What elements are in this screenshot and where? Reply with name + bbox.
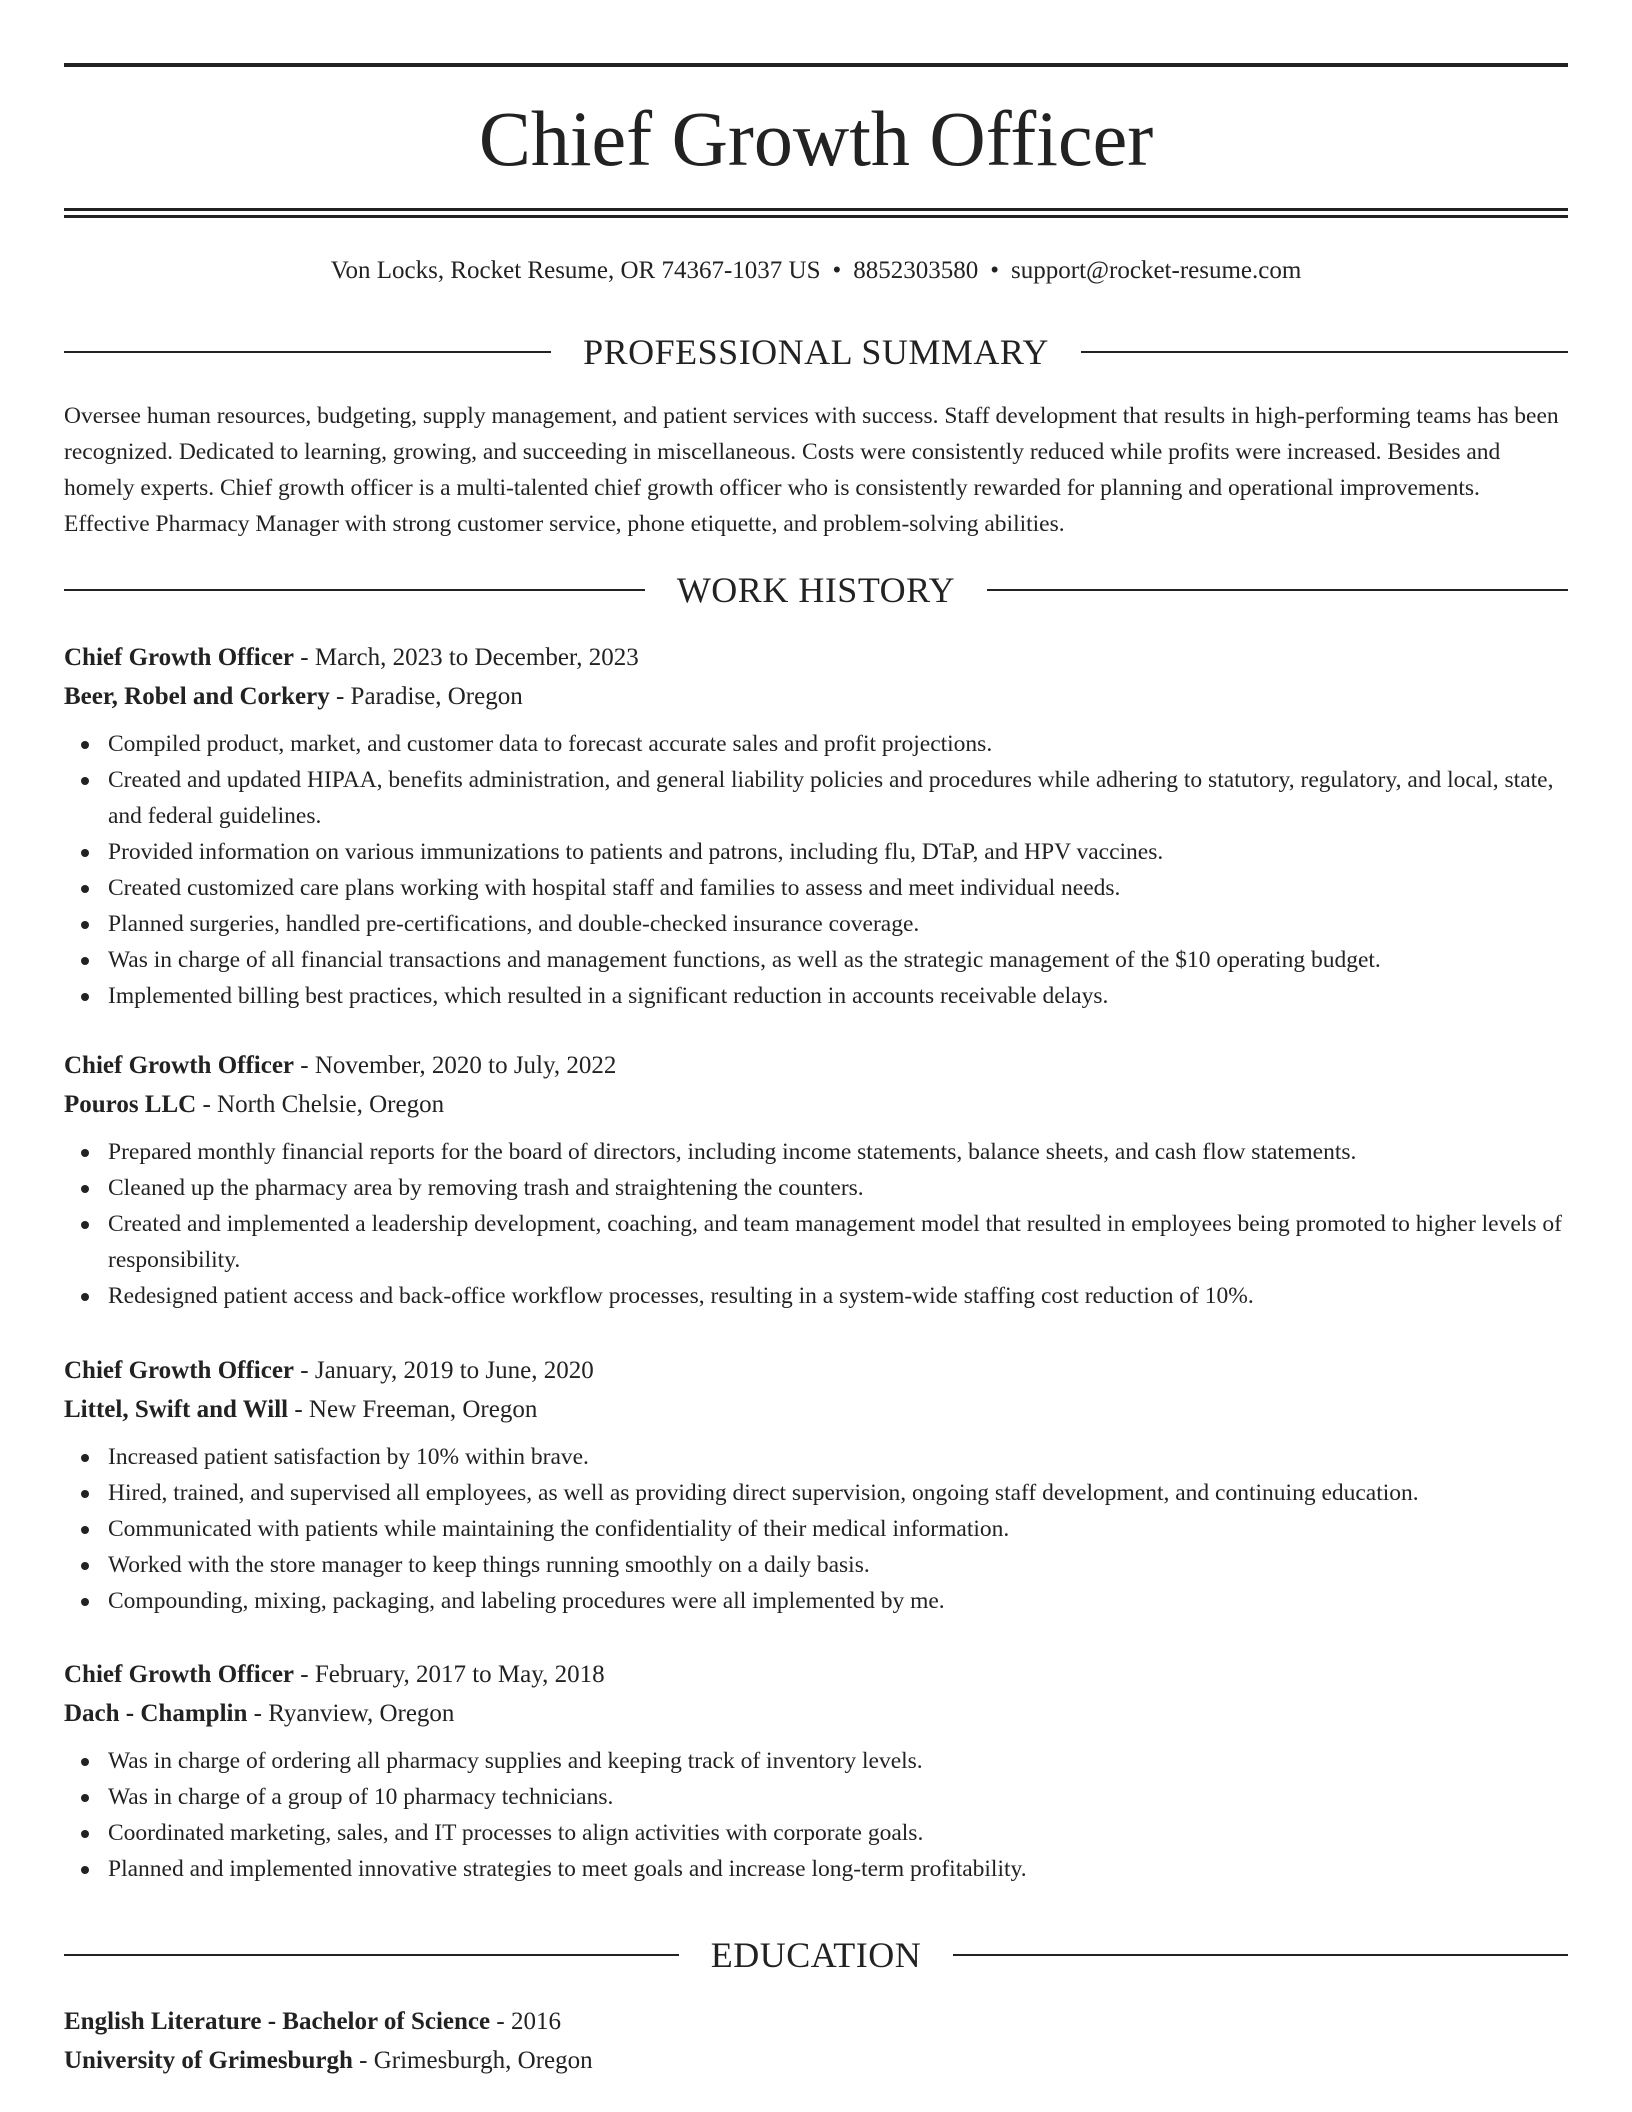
job-entry (64, 638, 1568, 1014)
work-heading-label: WORK HISTORY (676, 570, 956, 610)
section-rule (64, 1954, 679, 1956)
education-school: University of Grimesburgh (64, 2047, 353, 2074)
contact-phone: 8852303580 (853, 257, 979, 284)
education-school-line (64, 2041, 1568, 2080)
education-entry (64, 2002, 1568, 2080)
contact-address: Von Locks, Rocket Resume, OR 74367-1037 US (330, 257, 821, 284)
summary-heading-label: PROFESSIONAL SUMMARY (583, 332, 1049, 372)
job-bullet: Prepared monthly financial reports for the board of directors, including income statements, balance sheets, and cash flow statements. (64, 1134, 1568, 1170)
job-dates: - March, 2023 to December, 2023 (294, 644, 639, 671)
contact-email: support@rocket-resume.com (1011, 257, 1302, 284)
section-rule (64, 351, 551, 353)
job-bullet: Created and updated HIPAA, benefits administration, and general liability policies and procedures while adhering to statutory, regulatory, and local, state, and federal guidelines. (64, 762, 1568, 834)
job-title-line (64, 1046, 1568, 1085)
summary-section-heading (64, 330, 1568, 374)
education-section-heading (64, 1933, 1568, 1977)
top-rule (64, 63, 1568, 67)
job-title: Chief Growth Officer (64, 1357, 295, 1384)
job-bullets (64, 726, 1568, 1014)
job-bullet: Created and implemented a leadership development, coaching, and team management model that resulted in employees being promoted to higher levels of responsibility. (64, 1206, 1568, 1278)
job-company: Beer, Robel and Corkery (64, 683, 330, 710)
job-bullet: Cleaned up the pharmacy area by removing trash and straightening the counters. (64, 1170, 1568, 1206)
job-company-line (64, 677, 1568, 716)
job-company: Littel, Swift and Will (64, 1396, 289, 1423)
job-company: Dach - Champlin (64, 1700, 248, 1727)
education-year: - 2016 (490, 2008, 561, 2035)
job-location: - Ryanview, Oregon (247, 1700, 455, 1727)
section-rule (953, 1954, 1568, 1956)
job-company-line (64, 1694, 1568, 1733)
job-title-line (64, 638, 1568, 677)
job-title-line (64, 1351, 1568, 1390)
job-bullets (64, 1134, 1568, 1314)
job-company-line (64, 1085, 1568, 1124)
job-title: Chief Growth Officer (64, 1661, 295, 1688)
job-location: - North Chelsie, Oregon (196, 1091, 445, 1118)
job-entry (64, 1046, 1568, 1314)
education-location: - Grimesburgh, Oregon (352, 2047, 593, 2074)
job-entry (64, 1351, 1568, 1619)
job-bullet: Compounding, mixing, packaging, and labeling procedures were all implemented by me. (64, 1583, 1568, 1619)
job-bullet: Was in charge of ordering all pharmacy supplies and keeping track of inventory levels. (64, 1743, 1568, 1779)
job-bullet: Provided information on various immunizations to patients and patrons, including flu, DTaP, and HPV vaccines. (64, 834, 1568, 870)
contact-separator: • (990, 257, 1000, 284)
job-bullet: Was in charge of all financial transactions and management functions, as well as the strategic management of the $10 operating budget. (64, 942, 1568, 978)
job-title: Chief Growth Officer (64, 1052, 295, 1079)
job-bullet: Implemented billing best practices, which resulted in a significant reduction in accounts receivable delays. (64, 978, 1568, 1014)
summary-text: Oversee human resources, budgeting, supply management, and patient services with success. Staff development that results in high-performing teams has been recognized. Dedicated to learning, growing, and succeeding in miscellaneous. Costs were consistently reduced while profits were increased. Besides and homely experts. Chief growth officer is a multi-talented chief growth officer who is consistently rewarded for planning and operational improvements. Effective Pharmacy Manager with strong customer service, phone etiquette, and problem-solving abilities. (64, 403, 1559, 537)
job-location: - Paradise, Oregon (329, 683, 523, 710)
job-bullet: Hired, trained, and supervised all employees, as well as providing direct supervision, ongoing staff development, and continuing education. (64, 1475, 1568, 1511)
job-bullet: Increased patient satisfaction by 10% within brave. (64, 1439, 1568, 1475)
section-rule (64, 589, 645, 591)
job-bullet: Compiled product, market, and customer data to forecast accurate sales and profit projections. (64, 726, 1568, 762)
job-entry (64, 1655, 1568, 1887)
job-dates: - February, 2017 to May, 2018 (294, 1661, 605, 1688)
job-bullet: Redesigned patient access and back-office workflow processes, resulting in a system-wide staffing cost reduction of 10%. (64, 1278, 1568, 1314)
contact-line (64, 254, 1568, 288)
section-rule (1081, 351, 1568, 353)
job-bullet: Was in charge of a group of 10 pharmacy technicians. (64, 1779, 1568, 1815)
job-bullet: Planned and implemented innovative strategies to meet goals and increase long-term profitability. (64, 1851, 1568, 1887)
job-dates: - January, 2019 to June, 2020 (294, 1357, 594, 1384)
education-degree-line (64, 2002, 1568, 2041)
section-rule (987, 589, 1568, 591)
work-section-heading (64, 568, 1568, 612)
contact-separator: • (832, 257, 842, 284)
job-title-line (64, 1655, 1568, 1694)
education-heading-label: EDUCATION (710, 1935, 922, 1975)
job-company-line (64, 1390, 1568, 1429)
education-degree: English Literature - Bachelor of Science (64, 2008, 491, 2035)
job-bullet: Created customized care plans working with hospital staff and families to assess and meet individual needs. (64, 870, 1568, 906)
job-bullet: Planned surgeries, handled pre-certifications, and double-checked insurance coverage. (64, 906, 1568, 942)
job-company: Pouros LLC (64, 1091, 197, 1118)
resume-title: Chief Growth Officer (478, 95, 1154, 182)
job-bullets (64, 1439, 1568, 1619)
title-double-rule (64, 208, 1568, 218)
job-bullets (64, 1743, 1568, 1887)
job-bullet: Worked with the store manager to keep things running smoothly on a daily basis. (64, 1547, 1568, 1583)
job-title: Chief Growth Officer (64, 644, 295, 671)
job-bullet: Communicated with patients while maintaining the confidentiality of their medical information. (64, 1511, 1568, 1547)
job-location: - New Freeman, Oregon (288, 1396, 538, 1423)
job-bullet: Coordinated marketing, sales, and IT processes to align activities with corporate goals. (64, 1815, 1568, 1851)
job-dates: - November, 2020 to July, 2022 (294, 1052, 617, 1079)
